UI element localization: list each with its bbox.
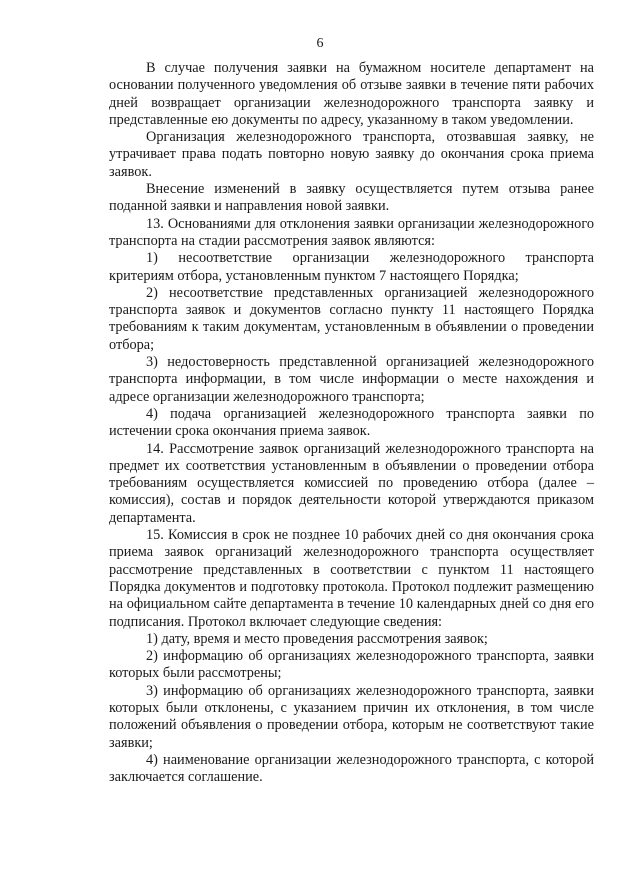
clause-15-item-3: 3) информацию об организациях железнодорожного транспорта, заявки которых были отклонены, с указанием причин их отклонения, в том числе положений объявления о проведении отбора, которым не соответствуют такие заявки; <box>109 682 594 751</box>
clause-13-item-2: 2) несоответствие представленных организацией железнодорожного транспорта заявок и документов согласно пункту 11 настоящего Порядка требованиям к таким документам, установленным в объявлении о проведении отбора; <box>109 284 594 353</box>
paragraph-return-of-application: В случае получения заявки на бумажном носителе департамент на основании полученного уведомления об отзыве заявки в течение пяти рабочих дней возвращает организации железнодорожного транспорта заявку и представленные ею документы по адресу, указанному в таком уведомлении. <box>109 60 594 128</box>
paragraph-withdrawal-rights: Организация железнодорожного транспорта, отозвавшая заявку, не утрачивает права подать повторно новую заявку до окончания срока приема заявок. <box>109 129 594 180</box>
clause-13-item-1: 1) несоответствие организации железнодорожного транспорта критериям отбора, установленным пунктом 7 настоящего Порядка; <box>109 250 594 284</box>
document-body <box>109 60 594 786</box>
clause-15-heading: 15. Комиссия в срок не позднее 10 рабочих дней со дня окончания срока приема заявок организаций железнодорожного транспорта осуществляет рассмотрение представленных в соответствии с пунктом 11 настоящего Порядка документов и подготовку протокола. Протокол подлежит размещению на официальном сайте департамента в течение 10 календарных дней со дня его подписания. Протокол включает следующие сведения: <box>109 527 594 630</box>
clause-15-item-4: 4) наименование организации железнодорожного транспорта, с которой заключается соглашение. <box>109 751 594 786</box>
clause-15-item-1: 1) дату, время и место проведения рассмотрения заявок; <box>146 630 488 647</box>
clause-15-item-2: 2) информацию об организациях железнодорожного транспорта, заявки которых были рассмотрены; <box>109 648 594 682</box>
clause-13-item-4: 4) подача организацией железнодорожного транспорта заявки по истечении срока окончания приема заявок. <box>109 405 594 440</box>
clause-13-item-3: 3) недостоверность представленной организацией железнодорожного транспорта информации, в том числе информации о месте нахождения и адресе организации железнодорожного транспорта; <box>109 354 594 405</box>
page-number: 6 <box>316 36 324 51</box>
clause-14: 14. Рассмотрение заявок организаций железнодорожного транспорта на предмет их соответствия установленным в объявлении о проведении отбора требованиям осуществляется комиссией по проведению отбора (далее – комиссия), состав и порядок деятельности которой утверждаются приказом департамента. <box>109 440 594 526</box>
clause-13-heading: 13. Основаниями для отклонения заявки организации железнодорожного транспорта на стадии рассмотрения заявок являются: <box>109 215 594 249</box>
paragraph-amendments: Внесение изменений в заявку осуществляется путем отзыва ранее поданной заявки и направления новой заявки. <box>109 181 594 215</box>
